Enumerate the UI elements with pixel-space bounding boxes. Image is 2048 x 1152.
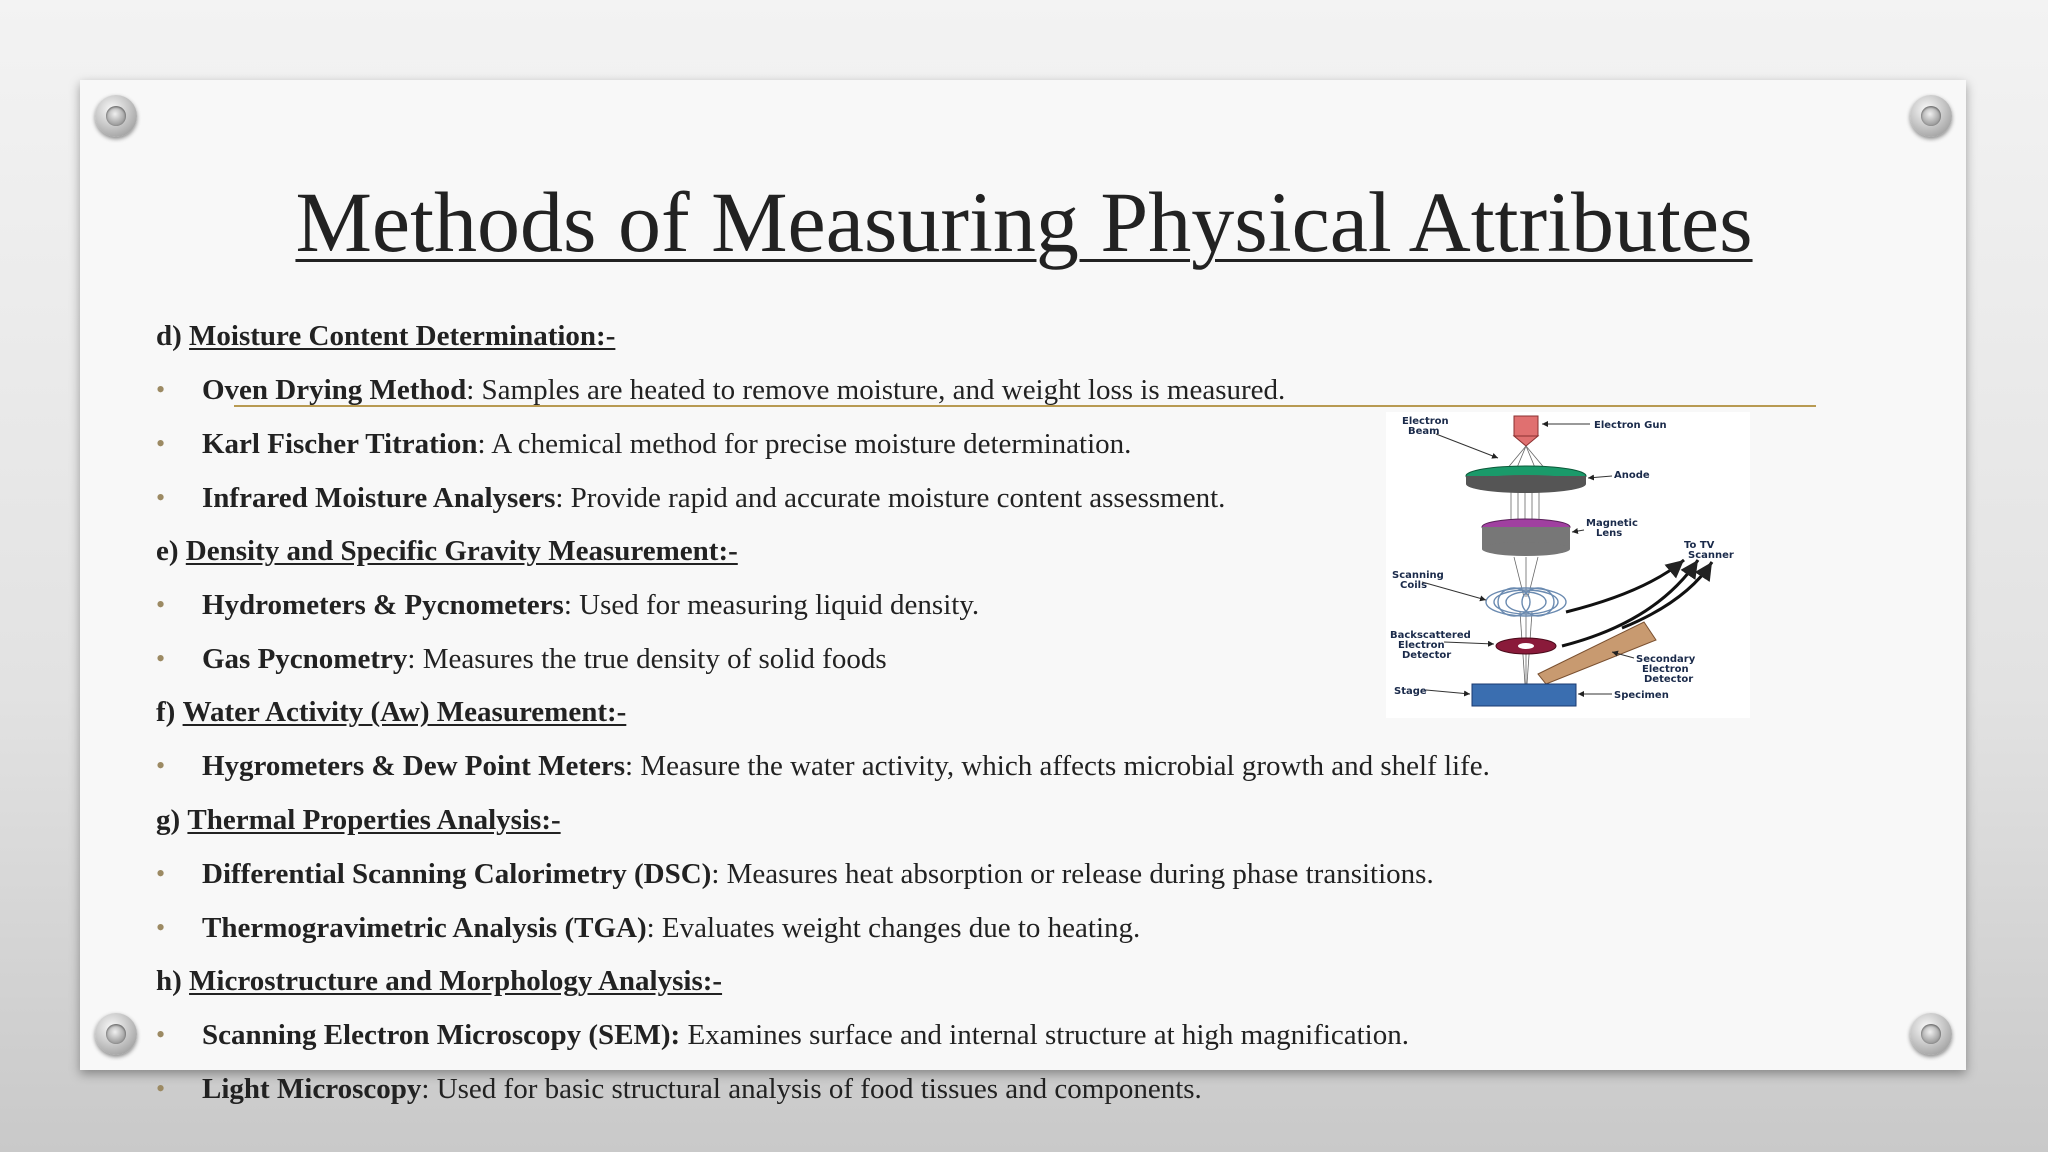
- item-description: Used for measuring liquid density.: [571, 589, 980, 621]
- item-term: Infrared Moisture Analysers: [202, 482, 556, 514]
- section-prefix: f): [156, 696, 176, 728]
- section-heading-text: Thermal Properties Analysis:-: [187, 804, 561, 836]
- item-term: Hydrometers & Pycnometers: [202, 589, 564, 621]
- section-heading-text: Microstructure and Morphology Analysis:-: [189, 965, 723, 997]
- label-anode: Anode: [1614, 470, 1650, 481]
- item-description: Measure the water activity, which affects microbial growth and shelf life.: [633, 750, 1490, 782]
- label-secondary-detector: Secondary: [1636, 654, 1696, 665]
- item-term: Karl Fischer Titration: [202, 428, 478, 460]
- bullet-icon: •: [156, 913, 166, 942]
- item-description: Examines surface and internal structure at high magnification.: [680, 1019, 1409, 1051]
- section-heading-text: Water Activity (Aw) Measurement:-: [182, 696, 627, 728]
- magnetic-lens-bottom: [1482, 542, 1570, 556]
- label-to-tv-scanner: To TV: [1684, 540, 1715, 551]
- screw-bottom-left-icon: [95, 1013, 137, 1055]
- sem-diagram-svg: [1386, 412, 1750, 718]
- item-term: Differential Scanning Calorimetry (DSC): [202, 858, 712, 890]
- bullet-icon: •: [156, 1074, 166, 1103]
- screw-top-left-icon: [95, 95, 137, 137]
- sem-diagram: [1386, 412, 1750, 718]
- bullet-icon: •: [156, 859, 166, 888]
- label-backscattered-detector: Backscattered: [1390, 630, 1471, 641]
- item-term: Hygrometers & Dew Point Meters: [202, 750, 626, 782]
- bullet-icon: •: [156, 375, 166, 404]
- section-prefix: h): [156, 965, 182, 997]
- bullet-icon: •: [156, 644, 166, 673]
- item-description: Measures the true density of solid foods: [415, 643, 887, 675]
- bullet-icon: •: [156, 429, 166, 458]
- electron-gun-tip: [1514, 436, 1538, 446]
- bullet-icon: •: [156, 751, 166, 780]
- item-separator: :: [477, 428, 486, 460]
- item-description: A chemical method for precise moisture determination.: [485, 428, 1132, 460]
- label-specimen: Specimen: [1614, 690, 1669, 701]
- label-electron-beam: Beam: [1408, 426, 1440, 437]
- backscattered-detector-hole: [1518, 643, 1534, 649]
- item-separator: :: [646, 912, 655, 944]
- item-separator: :: [466, 374, 475, 406]
- section-heading-moisture: [156, 316, 615, 356]
- section-prefix: d): [156, 320, 182, 352]
- item-description: Provide rapid and accurate moisture content assessment.: [563, 482, 1226, 514]
- section-heading-text: Moisture Content Determination:-: [189, 320, 616, 352]
- section-heading-thermal: [156, 800, 561, 840]
- section-heading-microstructure: [156, 961, 722, 1001]
- section-heading-density: [156, 531, 738, 571]
- item-separator: :: [625, 750, 634, 782]
- bullet-icon: •: [156, 590, 166, 619]
- item-term: Gas Pycnometry: [202, 643, 408, 675]
- item-separator: :: [421, 1073, 430, 1105]
- label-backscattered-detector: Electron: [1398, 640, 1445, 651]
- bullet-icon: •: [156, 483, 166, 512]
- scanning-coils: [1486, 588, 1566, 616]
- label-scanning-coils: Scanning: [1392, 570, 1444, 581]
- item-description: Samples are heated to remove moisture, and weight loss is measured.: [474, 374, 1286, 406]
- item-description: Evaluates weight changes due to heating.: [654, 912, 1141, 944]
- item-description: Measures heat absorption or release during phase transitions.: [719, 858, 1434, 890]
- item-description: Used for basic structural analysis of food tissues and components.: [429, 1073, 1202, 1105]
- label-electron-gun: Electron Gun: [1594, 420, 1667, 431]
- label-secondary-detector: Electron: [1642, 664, 1689, 675]
- label-magnetic-lens: Lens: [1596, 528, 1623, 539]
- section-prefix: g): [156, 804, 181, 836]
- section-heading-text: Density and Specific Gravity Measurement:-: [185, 535, 738, 567]
- anode-bottom: [1466, 475, 1586, 493]
- item-term: Oven Drying Method: [202, 374, 467, 406]
- electron-gun: [1514, 416, 1538, 436]
- label-to-tv-scanner: Scanner: [1688, 550, 1734, 561]
- label-secondary-detector: Detector: [1644, 674, 1694, 685]
- label-backscattered-detector: Detector: [1402, 650, 1452, 661]
- label-electron-beam: Electron: [1402, 416, 1449, 427]
- item-separator: :: [563, 589, 572, 621]
- section-prefix: e): [156, 535, 179, 567]
- label-scanning-coils: Coils: [1400, 580, 1428, 591]
- screw-bottom-right-icon: [1910, 1013, 1952, 1055]
- item-term: Light Microscopy: [202, 1073, 422, 1105]
- item-separator: :: [407, 643, 416, 675]
- item-term: Scanning Electron Microscopy (SEM):: [202, 1019, 681, 1051]
- bullet-icon: •: [156, 1020, 166, 1049]
- label-stage: Stage: [1394, 686, 1427, 697]
- page-title: Methods of Measuring Physical Attributes: [295, 174, 1753, 270]
- item-separator: :: [711, 858, 720, 890]
- label-magnetic-lens: Magnetic: [1586, 518, 1638, 529]
- section-heading-water-activity: [156, 692, 626, 732]
- screw-top-right-icon: [1910, 95, 1952, 137]
- secondary-detector: [1538, 622, 1656, 684]
- item-term: Thermogravimetric Analysis (TGA): [202, 912, 647, 944]
- item-separator: :: [555, 482, 564, 514]
- stage: [1472, 684, 1576, 706]
